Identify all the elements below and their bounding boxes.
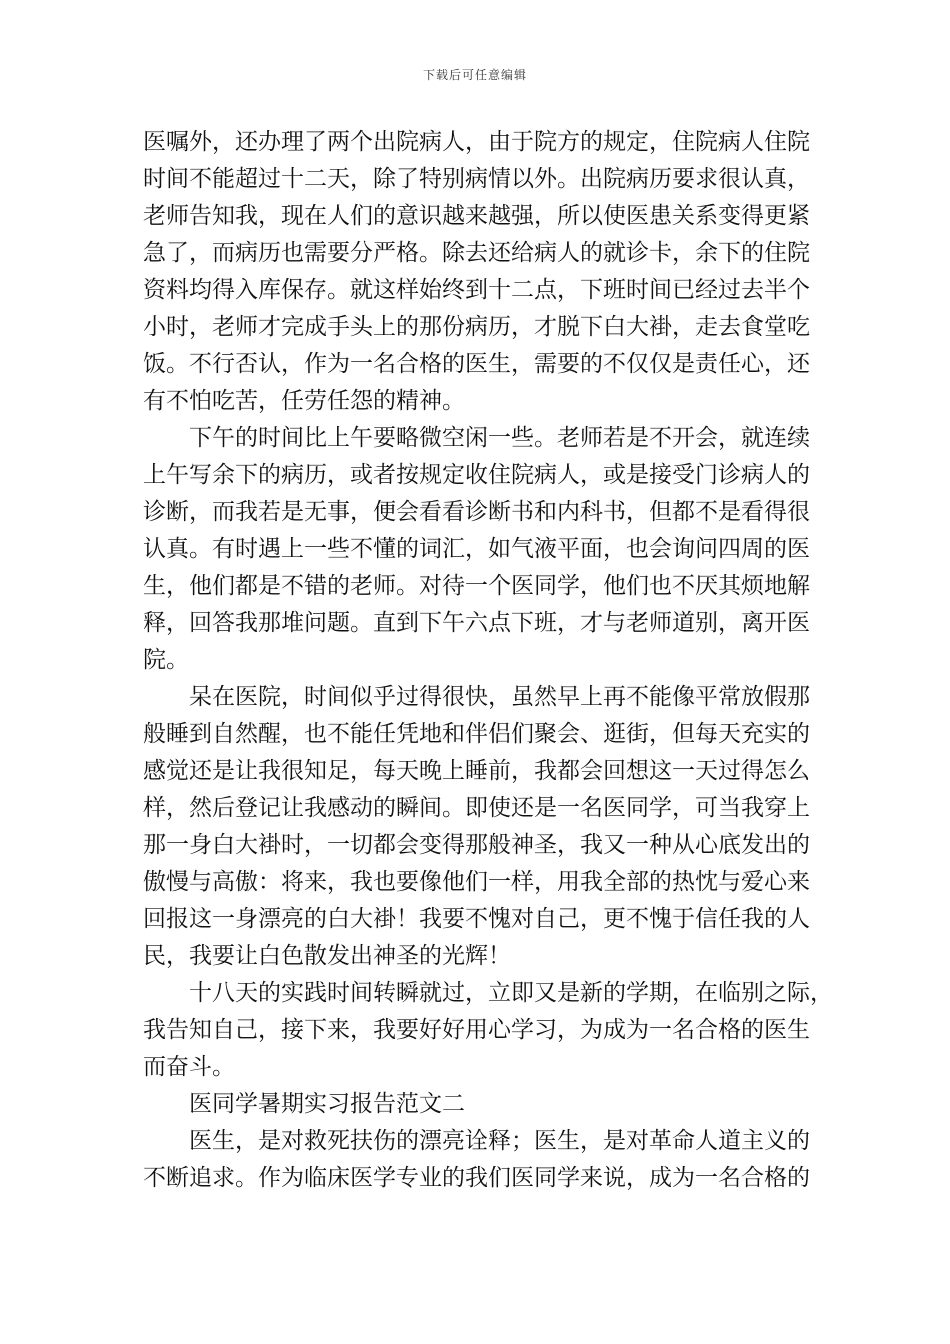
text-line: 那一身白大褂时，一切都会变得那般神圣，我又一种从心底发出的 (143, 832, 810, 858)
text-line: 医同学暑期实习报告范文二 (189, 1091, 465, 1117)
text-line: 饭。不行否认，作为一名合格的医生，需要的不仅仅是责任心，还 (143, 351, 810, 377)
text-line: 回报这一身漂亮的白大褂！我要不愧对自己，更不愧于信任我的人 (143, 906, 810, 932)
text-line: 有不怕吃苦，任劳任怨的精神。 (143, 388, 465, 414)
text-line: 院。 (143, 647, 189, 673)
text-line: 诊断，而我若是无事，便会看看诊断书和内科书，但都不是看得很 (143, 499, 810, 525)
text-line: 资料均得入库保存。就这样始终到十二点，下班时间已经过去半个 (143, 277, 810, 303)
text-line: 急了，而病历也需要分严格。除去还给病人的就诊卡，余下的住院 (143, 240, 810, 266)
text-line: 样，然后登记让我感动的瞬间。即使还是一名医同学，可当我穿上 (143, 795, 810, 821)
text-line: 般睡到自然醒，也不能任凭地和伴侣们聚会、逛街，但每天充实的 (143, 721, 810, 747)
document-body (143, 124, 833, 1197)
text-line: 傲慢与高傲：将来，我也要像他们一样，用我全部的热忱与爱心来 (143, 869, 810, 895)
text-line: 民，我要让白色散发出神圣的光辉！ (143, 943, 511, 969)
text-line: 上午写余下的病历，或者按规定收住院病人，或是接受门诊病人的 (143, 462, 810, 488)
text-line: 时间不能超过十二天，除了特别病情以外。出院病历要求很认真， (143, 166, 810, 192)
text-line: 十八天的实践时间转瞬就过，立即又是新的学期，在临别之际， (189, 980, 833, 1006)
text-line: 呆在医院，时间似乎过得很快，虽然早上再不能像平常放假那 (189, 684, 810, 710)
text-line: 生，他们都是不错的老师。对待一个医同学，他们也不厌其烦地解 (143, 573, 810, 599)
text-line: 感觉还是让我很知足，每天晚上睡前，我都会回想这一天过得怎么 (143, 758, 810, 784)
text-line: 不断追求。作为临床医学专业的我们医同学来说，成为一名合格的 (143, 1165, 810, 1191)
text-line: 小时，老师才完成手头上的那份病历，才脱下白大褂，走去食堂吃 (143, 314, 810, 340)
text-line: 医生，是对救死扶伤的漂亮诠释；医生，是对革命人道主义的 (189, 1128, 810, 1154)
text-line: 老师告知我，现在人们的意识越来越强，所以使医患关系变得更紧 (143, 203, 810, 229)
text-line: 下午的时间比上午要略微空闲一些。老师若是不开会，就连续 (189, 425, 810, 451)
text-line: 医嘱外，还办理了两个出院病人，由于院方的规定，住院病人住院 (143, 129, 810, 155)
text-line: 释，回答我那堆问题。直到下午六点下班，才与老师道别，离开医 (143, 610, 810, 636)
page-header-note: 下载后可任意编辑 (422, 68, 527, 82)
text-line: 认真。有时遇上一些不懂的词汇，如气液平面，也会询问四周的医 (143, 536, 810, 562)
text-line: 我告知自己，接下来，我要好好用心学习，为成为一名合格的医生 (143, 1017, 810, 1043)
text-line: 而奋斗。 (143, 1054, 235, 1080)
